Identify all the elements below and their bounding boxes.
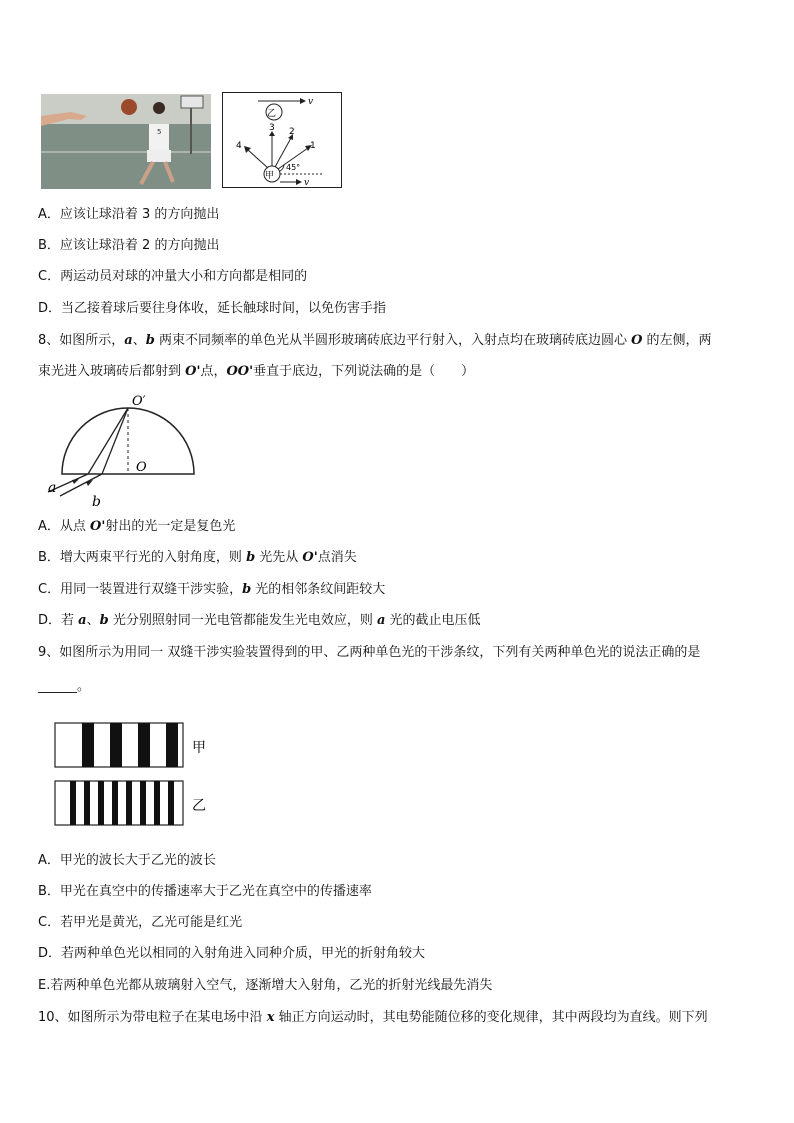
direction-3-label: 3 [269,123,275,133]
q9-option-d: D．若两种单色光以相同的入射角进入同种介质，甲光的折射角较大 [38,946,426,961]
q8-stem-line2: 束光进入玻璃砖后都射到 O'点，OO'垂直于底边，下列说法确的是（ ） [38,364,475,379]
q9-option-c: C．若甲光是黄光，乙光可能是红光 [38,915,243,930]
q8-stem-line1: 8、如图所示，a、b 两束不同频率的单色光从半圆形玻璃砖底边平行射入，入射点均在玻璃砖底边圆心 O 的左侧，两 [38,333,712,348]
q8-option-a: A．从点 O'射出的光一定是复色光 [38,519,236,534]
q8-option-b: B．增大两束平行光的入射角度，则 b 光先从 O'点消失 [38,550,357,565]
o-prime-label: O′ [132,394,146,409]
velocity-label-bottom: v [304,178,310,188]
q9-stem-line1: 9、如图所示为用同一 双缝干涉实验装置得到的甲、乙两种单色光的干涉条纹，下列有关两种单色光的说法正确的是 [38,645,701,660]
q7-option-a: A．应该让球沿着 3 的方向抛出 [38,207,220,222]
fringe-yi-label: 乙 [192,798,206,814]
q8-option-d: D．若 a、b 光分别照射同一光电管都能发生光电效应，则 a 光的截止电压低 [38,613,481,628]
jersey-number: 5 [157,128,162,136]
q8-option-c: C．用同一装置进行双缝干涉实验，b 光的相邻条纹间距较大 [38,582,386,597]
q7-option-b: B．应该让球沿着 2 的方向抛出 [38,238,220,253]
direction-4-label: 4 [236,141,242,151]
o-label: O [136,460,147,475]
basketball-photo [41,94,211,189]
q9-option-a: A．甲光的波长大于乙光的波长 [38,853,216,868]
ray-b-label: b [92,494,101,510]
athlete-jia-label: 甲 [265,171,275,181]
interference-fringes-diagram [54,722,214,830]
athlete-yi-label: 乙 [267,109,277,119]
q10-stem: 10、如图所示为带电粒子在某电场中沿 x 轴正方向运动时，其电势能随位移的变化规律，其中两段均为直线。则下列 [38,1010,708,1025]
q9-option-e: E.若两种单色光都从玻璃射入空气，逐渐增大入射角，乙光的折射光线最先消失 [38,978,493,993]
q7-option-c: C．两运动员对球的冲量大小和方向都是相同的 [38,269,308,284]
semicircle-glass-diagram [36,388,204,513]
direction-2-label: 2 [289,127,295,137]
angle-label: 45° [286,163,301,172]
velocity-label-top: v [308,97,314,107]
direction-1-label: 1 [310,141,316,151]
q9-option-b: B．甲光在真空中的传播速率大于乙光在真空中的传播速率 [38,884,372,899]
q9-stem-line2: ______。 [38,679,91,694]
fringe-jia-label: 甲 [192,740,206,756]
q7-option-d: D．当乙接着球后要往身体收，延长触球时间，以免伤害手指 [38,301,387,316]
throw-direction-diagram [222,92,342,188]
ray-a-label: a [48,480,57,496]
